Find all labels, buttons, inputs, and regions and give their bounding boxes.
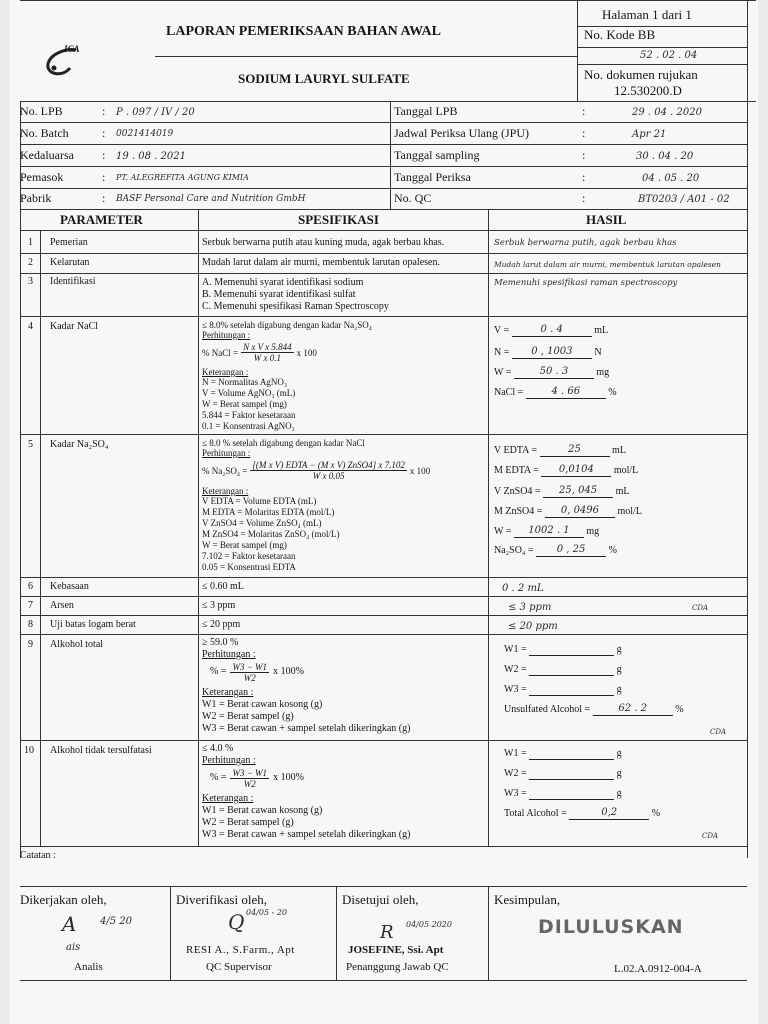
col-no-divider xyxy=(40,230,41,846)
info-label-batch: No. Batch xyxy=(20,126,69,140)
final-unit: % xyxy=(651,808,661,819)
result-label: M ZnSO4 = xyxy=(494,506,543,517)
result-unit: mol/L xyxy=(613,465,639,476)
formula-lhs: % = xyxy=(210,666,227,678)
notes-label: Catatan : xyxy=(20,850,56,861)
approved-by-label: Disetujui oleh, xyxy=(342,892,419,907)
row-line xyxy=(20,596,747,597)
supervisor-role: QC Supervisor xyxy=(206,961,272,973)
footer-divider xyxy=(170,886,171,980)
row-3-param: Identifikasi xyxy=(50,276,96,287)
info-value-jpu: Apr 21 xyxy=(632,129,667,140)
result-value: 1002 . 1 xyxy=(514,526,584,538)
result-unit: mg xyxy=(596,367,610,378)
info-value-pabrik: BASF Personal Care and Nutrition GmbH xyxy=(116,194,306,204)
result-unit: mL xyxy=(615,486,630,497)
row-3-spec-b: B. Memenuhi syarat identifikasi sulfat xyxy=(202,289,356,300)
result-value: 25 xyxy=(540,445,610,457)
result-label: M EDTA = xyxy=(494,465,539,476)
final-value: 62 . 2 xyxy=(593,704,673,716)
row-10-note: W1 = Berat cawan kosong (g) xyxy=(202,805,323,816)
w-unit: g xyxy=(616,748,622,759)
result-label: V = xyxy=(494,325,510,336)
row-5-note: M EDTA = Molaritas EDTA (mol/L) xyxy=(202,507,335,517)
final-unit: % xyxy=(675,704,684,715)
row-line xyxy=(20,316,747,317)
info-label-no-qc: No. QC xyxy=(394,191,432,205)
result-label: Na₂SO₄ = xyxy=(494,545,534,556)
info-label-kedaluarsa: Kedaluarsa xyxy=(20,148,74,162)
info-value-tanggal-lpb: 29 . 04 . 2020 xyxy=(632,107,702,118)
row-9-note: W3 = Berat cawan + sampel setelah dikeringkan (g) xyxy=(202,723,411,734)
logo-swoosh-icon xyxy=(36,44,88,80)
footer-top-line xyxy=(20,886,747,887)
result-label: W = xyxy=(494,367,512,378)
info-label-tanggal-periksa: Tanggal Periksa xyxy=(394,170,471,184)
w-unit: g xyxy=(616,768,622,779)
row-9-limit: ≥ 59.0 % xyxy=(202,637,239,648)
result-value: 0 , 25 xyxy=(536,545,606,557)
info-line xyxy=(20,144,747,145)
result-unit: % xyxy=(608,387,617,398)
form-code: L.02.A.0912-004-A xyxy=(614,963,702,975)
analyst-role: Analis xyxy=(74,961,103,973)
row-10-final xyxy=(504,808,660,820)
row-line xyxy=(20,634,747,635)
company-logo xyxy=(36,44,88,80)
info-line xyxy=(20,122,747,123)
final-label: Unsulfated Alcohol = xyxy=(504,704,591,715)
w-blank xyxy=(529,684,614,696)
info-value-batch: 0021414019 xyxy=(116,129,174,139)
info-value-lpb: P . 097 / IV / 20 xyxy=(116,107,195,118)
row-10-no: 10 xyxy=(24,745,34,756)
row-10-formula xyxy=(210,768,304,789)
row-line xyxy=(20,740,747,741)
row-5-notes-label: Keterangan : xyxy=(202,486,249,496)
w-label: W3 = xyxy=(504,788,527,799)
w-label: W2 = xyxy=(504,768,527,779)
formula-numerator: W3 − W1 xyxy=(232,662,268,672)
formula-fraction xyxy=(230,768,269,789)
row-3-result: Memenuhi spesifikasi raman spectroscopy xyxy=(494,278,678,288)
row-5-formula xyxy=(202,460,430,481)
row-4-note: 0.1 = Konsentrasi AgNO₃ xyxy=(202,421,295,431)
row-4-calc-label: Perhitungan : xyxy=(202,330,251,340)
colon: : xyxy=(582,191,586,205)
info-label-pabrik: Pabrik xyxy=(20,191,52,205)
row-3-no: 3 xyxy=(28,276,33,287)
row-3-spec-c: C. Memenuhi spesifikasi Raman Spectroscopy xyxy=(202,301,389,312)
result-unit: mg xyxy=(586,526,600,537)
row-9-param: Alkohol total xyxy=(50,639,104,650)
header-top-line xyxy=(20,0,756,1)
info-line xyxy=(20,209,747,210)
conclusion-label: Kesimpulan, xyxy=(494,892,561,907)
row-5-result-m-znso4 xyxy=(494,506,642,518)
result-unit: % xyxy=(608,545,617,556)
colon: : xyxy=(582,126,586,140)
row-10-limit: ≤ 4.0 % xyxy=(202,743,234,754)
row-1-no: 1 xyxy=(28,237,33,248)
header-divider xyxy=(577,0,578,101)
row-5-limit: ≤ 8.0 % setelah digabung dengan kadar NaCl xyxy=(202,438,365,448)
formula-numerator: N x V x 5.844 xyxy=(243,342,292,352)
info-value-no-qc: BT0203 / A01 - 02 xyxy=(638,194,730,205)
row-7-spec: ≤ 3 ppm xyxy=(202,600,236,611)
kode-bb-label: No. Kode BB xyxy=(584,27,656,42)
info-divider xyxy=(390,101,391,209)
formula-denominator: W2 xyxy=(243,779,256,789)
row-9-w1 xyxy=(504,644,622,656)
row-4-result-w xyxy=(494,367,609,379)
formula-tail: x 100% xyxy=(273,772,304,784)
result-value: 25, 045 xyxy=(543,486,613,498)
table-left-border xyxy=(20,101,21,858)
row-4-result-v xyxy=(494,325,608,337)
row-8-param: Uji batas logam berat xyxy=(50,619,136,630)
row-9-note: W1 = Berat cawan kosong (g) xyxy=(202,699,323,710)
row-4-note: V = Volume AgNO₃ (mL) xyxy=(202,388,296,398)
formula-lhs: % Na₂SO₄ = xyxy=(202,465,248,476)
colon: : xyxy=(582,104,586,118)
row-7-no: 7 xyxy=(28,600,33,611)
header-line xyxy=(155,56,577,57)
final-value: 0,2 xyxy=(569,808,649,820)
formula-denominator: W2 xyxy=(243,673,256,683)
col-header-parameter: PARAMETER xyxy=(60,212,143,227)
colon: : xyxy=(582,148,586,162)
row-9-no: 9 xyxy=(28,639,33,650)
final-label: Total Alcohol = xyxy=(504,808,567,819)
info-label-pemasok: Pemasok xyxy=(20,170,64,184)
row-4-limit: ≤ 8.0% setelah digabung dengan kadar Na₂SO₄ xyxy=(202,320,372,330)
supervisor-name: RESI A., S.Farm., Apt xyxy=(186,944,295,956)
table-right-border xyxy=(747,101,748,858)
formula-fraction xyxy=(250,460,406,481)
row-5-note: V EDTA = Volume EDTA (mL) xyxy=(202,496,317,506)
colon: : xyxy=(102,191,106,205)
w-blank xyxy=(529,748,614,760)
row-line xyxy=(20,253,747,254)
row-5-result-v-edta xyxy=(494,445,626,457)
verified-by-label: Diverifikasi oleh, xyxy=(176,892,267,907)
formula-numerator: [(M x V) EDTA − (M x V) ZnSO4] x 7.102 xyxy=(252,460,405,470)
header-right-line xyxy=(747,0,748,101)
row-9-final xyxy=(504,704,684,716)
row-5-result-m-edta xyxy=(494,465,638,477)
row-6-no: 6 xyxy=(28,581,33,592)
formula-tail: x 100% xyxy=(273,666,304,678)
w-blank xyxy=(529,664,614,676)
result-unit: mL xyxy=(594,325,609,336)
formula-lhs: % = xyxy=(210,772,227,784)
report-title: LAPORAN PEMERIKSAAN BAHAN AWAL xyxy=(166,24,441,39)
header-bottom-line xyxy=(20,101,756,102)
row-5-note: M ZnSO4 = Molaritas ZnSO₄ (mol/L) xyxy=(202,529,340,539)
row-7-initials: CDA xyxy=(692,604,709,612)
w-unit: g xyxy=(616,788,622,799)
row-2-no: 2 xyxy=(28,257,33,268)
result-label: W = xyxy=(494,526,512,537)
header-line xyxy=(577,64,747,65)
formula-lhs: % NaCl = xyxy=(202,347,239,358)
info-value-pemasok: PT. ALEGREFITA AGUNG KIMIA xyxy=(116,173,249,182)
result-label: NaCl = xyxy=(494,387,524,398)
row-9-initials: CDA xyxy=(710,728,727,736)
row-4-note: 5.844 = Faktor kesetaraan xyxy=(202,410,296,420)
approver-role: Penanggung Jawab QC xyxy=(346,961,449,973)
kode-bb-value: 52 . 02 . 04 xyxy=(640,50,698,61)
w-blank xyxy=(529,644,614,656)
row-6-spec: ≤ 0.60 mL xyxy=(202,581,244,592)
row-10-w1 xyxy=(504,748,622,760)
info-label-jpu: Jadwal Periksa Ulang (JPU) xyxy=(394,126,529,140)
row-9-note: W2 = Berat sampel (g) xyxy=(202,711,294,722)
row-4-note: W = Berat sampel (mg) xyxy=(202,399,287,409)
row-10-notes-label: Keterangan : xyxy=(202,793,254,804)
info-label-tanggal-lpb: Tanggal LPB xyxy=(394,104,458,118)
result-unit: mL xyxy=(612,445,626,456)
formula-denominator: W x 0.05 xyxy=(312,471,345,481)
row-10-param: Alkohol tidak tersulfatasi xyxy=(50,745,152,756)
formula-fraction xyxy=(241,342,294,363)
row-2-result: Mudah larut dalam air murni, membentuk larutan opalesen xyxy=(494,260,721,269)
analyst-name: ais xyxy=(66,942,81,953)
row-7-result: ≤ 3 ppm xyxy=(508,602,552,613)
row-8-no: 8 xyxy=(28,619,33,630)
formula-tail: x 100 xyxy=(296,347,317,358)
info-label-tanggal-sampling: Tanggal sampling xyxy=(394,148,480,162)
info-value-tanggal-sampling: 30 . 04 . 20 xyxy=(636,151,694,162)
result-label: N = xyxy=(494,347,510,358)
row-4-formula xyxy=(202,342,317,363)
row-4-note: N = Normalitas AgNO₃ xyxy=(202,377,287,387)
row-5-result-w xyxy=(494,526,599,538)
colon: : xyxy=(102,170,106,184)
material-name: SODIUM LAURYL SULFATE xyxy=(238,71,410,86)
supervisor-signature: Q xyxy=(228,910,245,934)
w-unit: g xyxy=(616,644,622,655)
formula-numerator: W3 − W1 xyxy=(232,768,268,778)
row-line xyxy=(20,273,747,274)
worked-by-label: Dikerjakan oleh, xyxy=(20,892,107,907)
row-2-spec: Mudah larut dalam air murni, membentuk larutan opalesen. xyxy=(202,257,440,268)
row-4-param: Kadar NaCl xyxy=(50,321,99,332)
row-1-spec: Serbuk berwarna putih atau kuning muda, agak berbau khas. xyxy=(202,237,445,248)
result-value: 0, 0496 xyxy=(545,506,615,518)
row-line xyxy=(20,230,747,231)
row-10-note: W3 = Berat cawan + sampel setelah dikeringkan (g) xyxy=(202,829,411,840)
page-indicator: Halaman 1 dari 1 xyxy=(602,7,692,22)
w-blank xyxy=(529,788,614,800)
header-line xyxy=(577,26,747,27)
result-value: 0,0104 xyxy=(541,465,611,477)
info-line xyxy=(20,188,747,189)
w-label: W3 = xyxy=(504,684,527,695)
supervisor-sign-date: 04/05 - 20 xyxy=(246,908,288,917)
col-header-hasil: HASIL xyxy=(586,212,627,227)
col-spec-divider xyxy=(488,209,489,846)
row-6-result: 0 . 2 mL xyxy=(502,583,544,594)
row-line xyxy=(20,434,747,435)
footer-bottom-line xyxy=(20,980,747,981)
row-1-result: Serbuk berwarna putih, agak berbau khas xyxy=(494,238,677,248)
info-value-tanggal-periksa: 04 . 05 . 20 xyxy=(642,173,700,184)
analyst-signature: A xyxy=(62,912,77,936)
result-unit: mol/L xyxy=(617,506,642,517)
row-9-calc-label: Perhitungan : xyxy=(202,649,256,660)
row-10-initials: CDA xyxy=(702,832,719,840)
ref-doc-label: No. dokumen rujukan xyxy=(584,67,698,82)
row-5-result-na2so4 xyxy=(494,545,617,557)
row-5-no: 5 xyxy=(28,439,33,450)
result-label: V ZnSO4 = xyxy=(494,486,541,497)
row-9-notes-label: Keterangan : xyxy=(202,687,254,698)
header-line xyxy=(577,47,747,48)
w-unit: g xyxy=(616,664,622,675)
row-4-result-nacl xyxy=(494,387,617,399)
row-5-result-v-znso4 xyxy=(494,486,629,498)
w-label: W1 = xyxy=(504,644,527,655)
row-5-note: 7.102 = Faktor kesetaraan xyxy=(202,551,296,561)
row-5-note: W = Berat sampel (mg) xyxy=(202,540,287,550)
col-param-divider xyxy=(198,209,199,846)
formula-fraction xyxy=(230,662,269,683)
logo-text: ICA xyxy=(64,44,80,54)
w-blank xyxy=(529,768,614,780)
approval-stamp: DILULUSKAN xyxy=(538,916,684,938)
result-label: V EDTA = xyxy=(494,445,537,456)
row-7-param: Arsen xyxy=(50,600,74,611)
w-label: W2 = xyxy=(504,664,527,675)
row-10-note: W2 = Berat sampel (g) xyxy=(202,817,294,828)
row-10-w2 xyxy=(504,768,622,780)
formula-tail: x 100 xyxy=(409,465,431,476)
row-line xyxy=(20,577,747,578)
colon: : xyxy=(102,126,106,140)
w-label: W1 = xyxy=(504,748,527,759)
result-value: 0 . 4 xyxy=(512,325,592,337)
result-unit: N xyxy=(594,347,602,358)
row-5-calc-label: Perhitungan : xyxy=(202,448,251,458)
colon: : xyxy=(582,170,586,184)
footer-divider xyxy=(336,886,337,980)
colon: : xyxy=(102,104,106,118)
row-8-result: ≤ 20 ppm xyxy=(508,621,558,632)
row-3-spec-a: A. Memenuhi syarat identifikasi sodium xyxy=(202,277,364,288)
colon: : xyxy=(102,148,106,162)
footer-divider xyxy=(488,886,489,980)
info-line xyxy=(20,166,747,167)
row-line xyxy=(20,846,747,847)
row-4-notes-label: Keterangan : xyxy=(202,367,249,377)
approver-sign-date: 04/05 2020 xyxy=(406,920,452,929)
row-8-spec: ≤ 20 ppm xyxy=(202,619,241,630)
col-header-spesifikasi: SPESIFIKASI xyxy=(298,212,379,227)
row-5-note: V ZnSO4 = Volume ZnSO₄ (mL) xyxy=(202,518,322,528)
row-5-param: Kadar Na₂SO₄ xyxy=(50,439,109,450)
row-9-w3 xyxy=(504,684,622,696)
result-value: 4 . 66 xyxy=(526,387,606,399)
approver-signature: R xyxy=(380,922,394,943)
formula-denominator: W x 0.1 xyxy=(253,353,281,363)
row-10-calc-label: Perhitungan : xyxy=(202,755,256,766)
row-6-param: Kebasaan xyxy=(50,581,89,592)
row-1-param: Pemerian xyxy=(50,237,88,248)
row-2-param: Kelarutan xyxy=(50,257,90,268)
report-sheet xyxy=(10,0,758,1024)
w-unit: g xyxy=(616,684,622,695)
row-9-formula xyxy=(210,662,304,683)
row-4-result-n xyxy=(494,347,602,359)
row-10-w3 xyxy=(504,788,622,800)
result-value: 0 , 1003 xyxy=(512,347,592,359)
approver-name: JOSEFINE, Ssi. Apt xyxy=(348,944,444,956)
info-label-lpb: No. LPB xyxy=(20,104,63,118)
row-line xyxy=(20,615,747,616)
analyst-sign-date: 4/5 20 xyxy=(100,916,132,927)
row-4-no: 4 xyxy=(28,321,33,332)
row-9-w2 xyxy=(504,664,622,676)
ref-doc-value: 12.530200.D xyxy=(614,83,682,98)
result-value: 50 . 3 xyxy=(514,367,594,379)
row-5-note: 0.05 = Konsentrasi EDTA xyxy=(202,562,296,572)
info-value-kedaluarsa: 19 . 08 . 2021 xyxy=(116,151,186,162)
